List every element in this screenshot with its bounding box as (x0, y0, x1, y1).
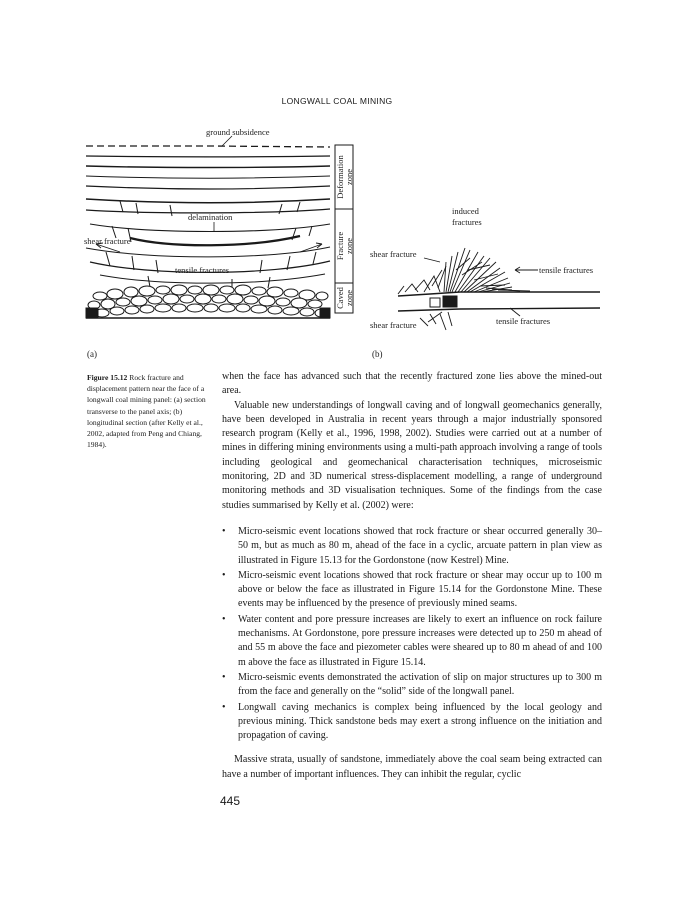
figure-caption-text: Rock fracture and displacement pattern near the face of a longwall coal mining panel: (a) section transverse to the panel axis; (b) longitudinal section (after Kelly et al., 2002, adapted from Peng and Chiang, 1984). (87, 373, 206, 450)
bullet-icon: • (222, 613, 226, 625)
list-item (222, 525, 602, 568)
panel-b-label: (b) (372, 349, 383, 359)
fracture-tick (309, 226, 312, 236)
fracture-tick (170, 205, 172, 216)
list-item (222, 569, 602, 612)
panel-a-label: (a) (87, 349, 97, 359)
page-number: 445 (220, 794, 241, 808)
paragraph-2: Valuable new understandings of longwall caving and of longwall geomechanics generally, have been developed in Australia in recent years through a major industrially sponsored research program (Kelly et al., 1996, 1998, 2002). Studies were carried out at a number of mines in differing mining environments using a multi-path approach involving a range of tools including geological and geomechanical characterisation techniques, microseismic monitoring, 2D and 3D numerical stress-displacement modelling, a range of underground monitoring methods and 3D visualisation techniques. Some of the findings from the case studies summarised by Kelly et al. (2002) were: (222, 399, 602, 511)
coal-pillar-right (320, 308, 330, 318)
figure-15-12 (0, 0, 674, 360)
deformation-zone-label-2: zone (344, 168, 354, 186)
tensile-fractures-label-a: tensile fractures (175, 265, 230, 275)
fracture-tick (120, 201, 123, 212)
fracture-zone-label-2: zone (344, 237, 354, 255)
ground-surface-dashed-line (86, 146, 330, 147)
list-item (222, 671, 602, 700)
fracture-zone-label-1: Fracture (335, 231, 345, 261)
bullet-icon: • (222, 671, 226, 683)
figure-caption (87, 372, 211, 450)
bullet-icon: • (222, 525, 226, 537)
shear-fracture-label-b-lower: shear fracture (370, 320, 417, 330)
list-item-text: Water content and pore pressure increases are likely to exert an influence on rock failure mechanisms. At Gordonstone, pore pressure increases were detected up to 250 m ahead of and 55 m above the face and piezometer cables were sheared up to 80 m ahead of and 100 m above the face as illustrated in Figure 15.14. (238, 613, 602, 668)
list-item (222, 701, 602, 744)
shear-fracture-label-a: shear fracture (84, 236, 131, 246)
seam-roof-line (398, 292, 600, 296)
stratum-line (86, 166, 330, 168)
induced-fractures-label-2: fractures (452, 217, 482, 227)
coal-pillar-left (86, 308, 98, 318)
stratum-line (100, 274, 325, 283)
list-item (222, 613, 602, 670)
shear-fracture-arrow-lower (428, 312, 442, 322)
stratum-line (86, 186, 330, 189)
running-head: LONGWALL COAL MINING (281, 96, 393, 106)
delamination-layer (130, 236, 300, 245)
stratum-line (86, 156, 330, 157)
fracture-tick (106, 252, 110, 266)
stratum-line (86, 247, 330, 257)
figure-number: Figure 15.12 (87, 373, 128, 382)
paragraph-1: when the face has advanced such that the recently fractured zone lies above the mined-out area. (222, 371, 602, 397)
caved-zone-label-2: zone (344, 289, 354, 307)
stratum-line (86, 176, 330, 178)
shear-fracture-label-b-upper: shear fracture (370, 249, 417, 259)
face-support (443, 296, 457, 307)
fracture-tick (132, 256, 134, 270)
induced-fractures-label-1: induced (452, 206, 479, 216)
caved-rubble (88, 285, 328, 317)
stratum-line (90, 224, 330, 232)
fracture-tick (313, 252, 316, 264)
caved-zone-label-1: Caved (335, 287, 345, 309)
paragraph-3: Massive strata, usually of sandstone, immediately above the coal seam being extracted can have a number of important influences. They can inhibit the regular, cyclic (222, 754, 602, 780)
shear-fracture-arrow-upper (424, 258, 440, 262)
body-text (222, 370, 602, 782)
fracture-tick (279, 204, 282, 214)
list-item-text: Micro-seismic events demonstrated the activation of slip on major structures up to 300 m from the face and generally on the “solid” side of the longwall panel. (238, 671, 602, 698)
tensile-fractures-label-b-lower: tensile fractures (496, 316, 551, 326)
delamination-label: delamination (188, 212, 233, 222)
subsidence-pointer (222, 136, 232, 146)
list-item-text: Longwall caving mechanics is complex being influenced by the local geology and previous mining. Thick sandstone beds may exert a strong influence on the initiation and propagation of caving. (238, 701, 602, 742)
list-item-text: Micro-seismic event locations showed that rock fracture or shear occurred generally 30–50 m, but as much as 80 m, ahead of the face in a cyclic, arcuate pattern in plan view as illustrated in Figure 15.13 for the Gordonstone (now Kestrel) Mine. (238, 525, 602, 566)
findings-list (222, 525, 602, 743)
deformation-zone-label-1: Deformation (335, 155, 345, 199)
stratum-line (86, 199, 330, 203)
bullet-icon: • (222, 701, 226, 713)
bullet-icon: • (222, 569, 226, 581)
fracture-tick (268, 277, 270, 288)
ground-subsidence-label: ground subsidence (206, 127, 270, 137)
tensile-fractures-label-b-right: tensile fractures (539, 265, 594, 275)
seam-floor-line (398, 308, 600, 311)
list-item-text: Micro-seismic event locations showed that rock fracture or shear may occur up to 100 m above or below the face as illustrated in Figure 15.14 for the Gordonstone Mine. These events may be influenced by the presence of previously mined seams. (238, 569, 602, 610)
